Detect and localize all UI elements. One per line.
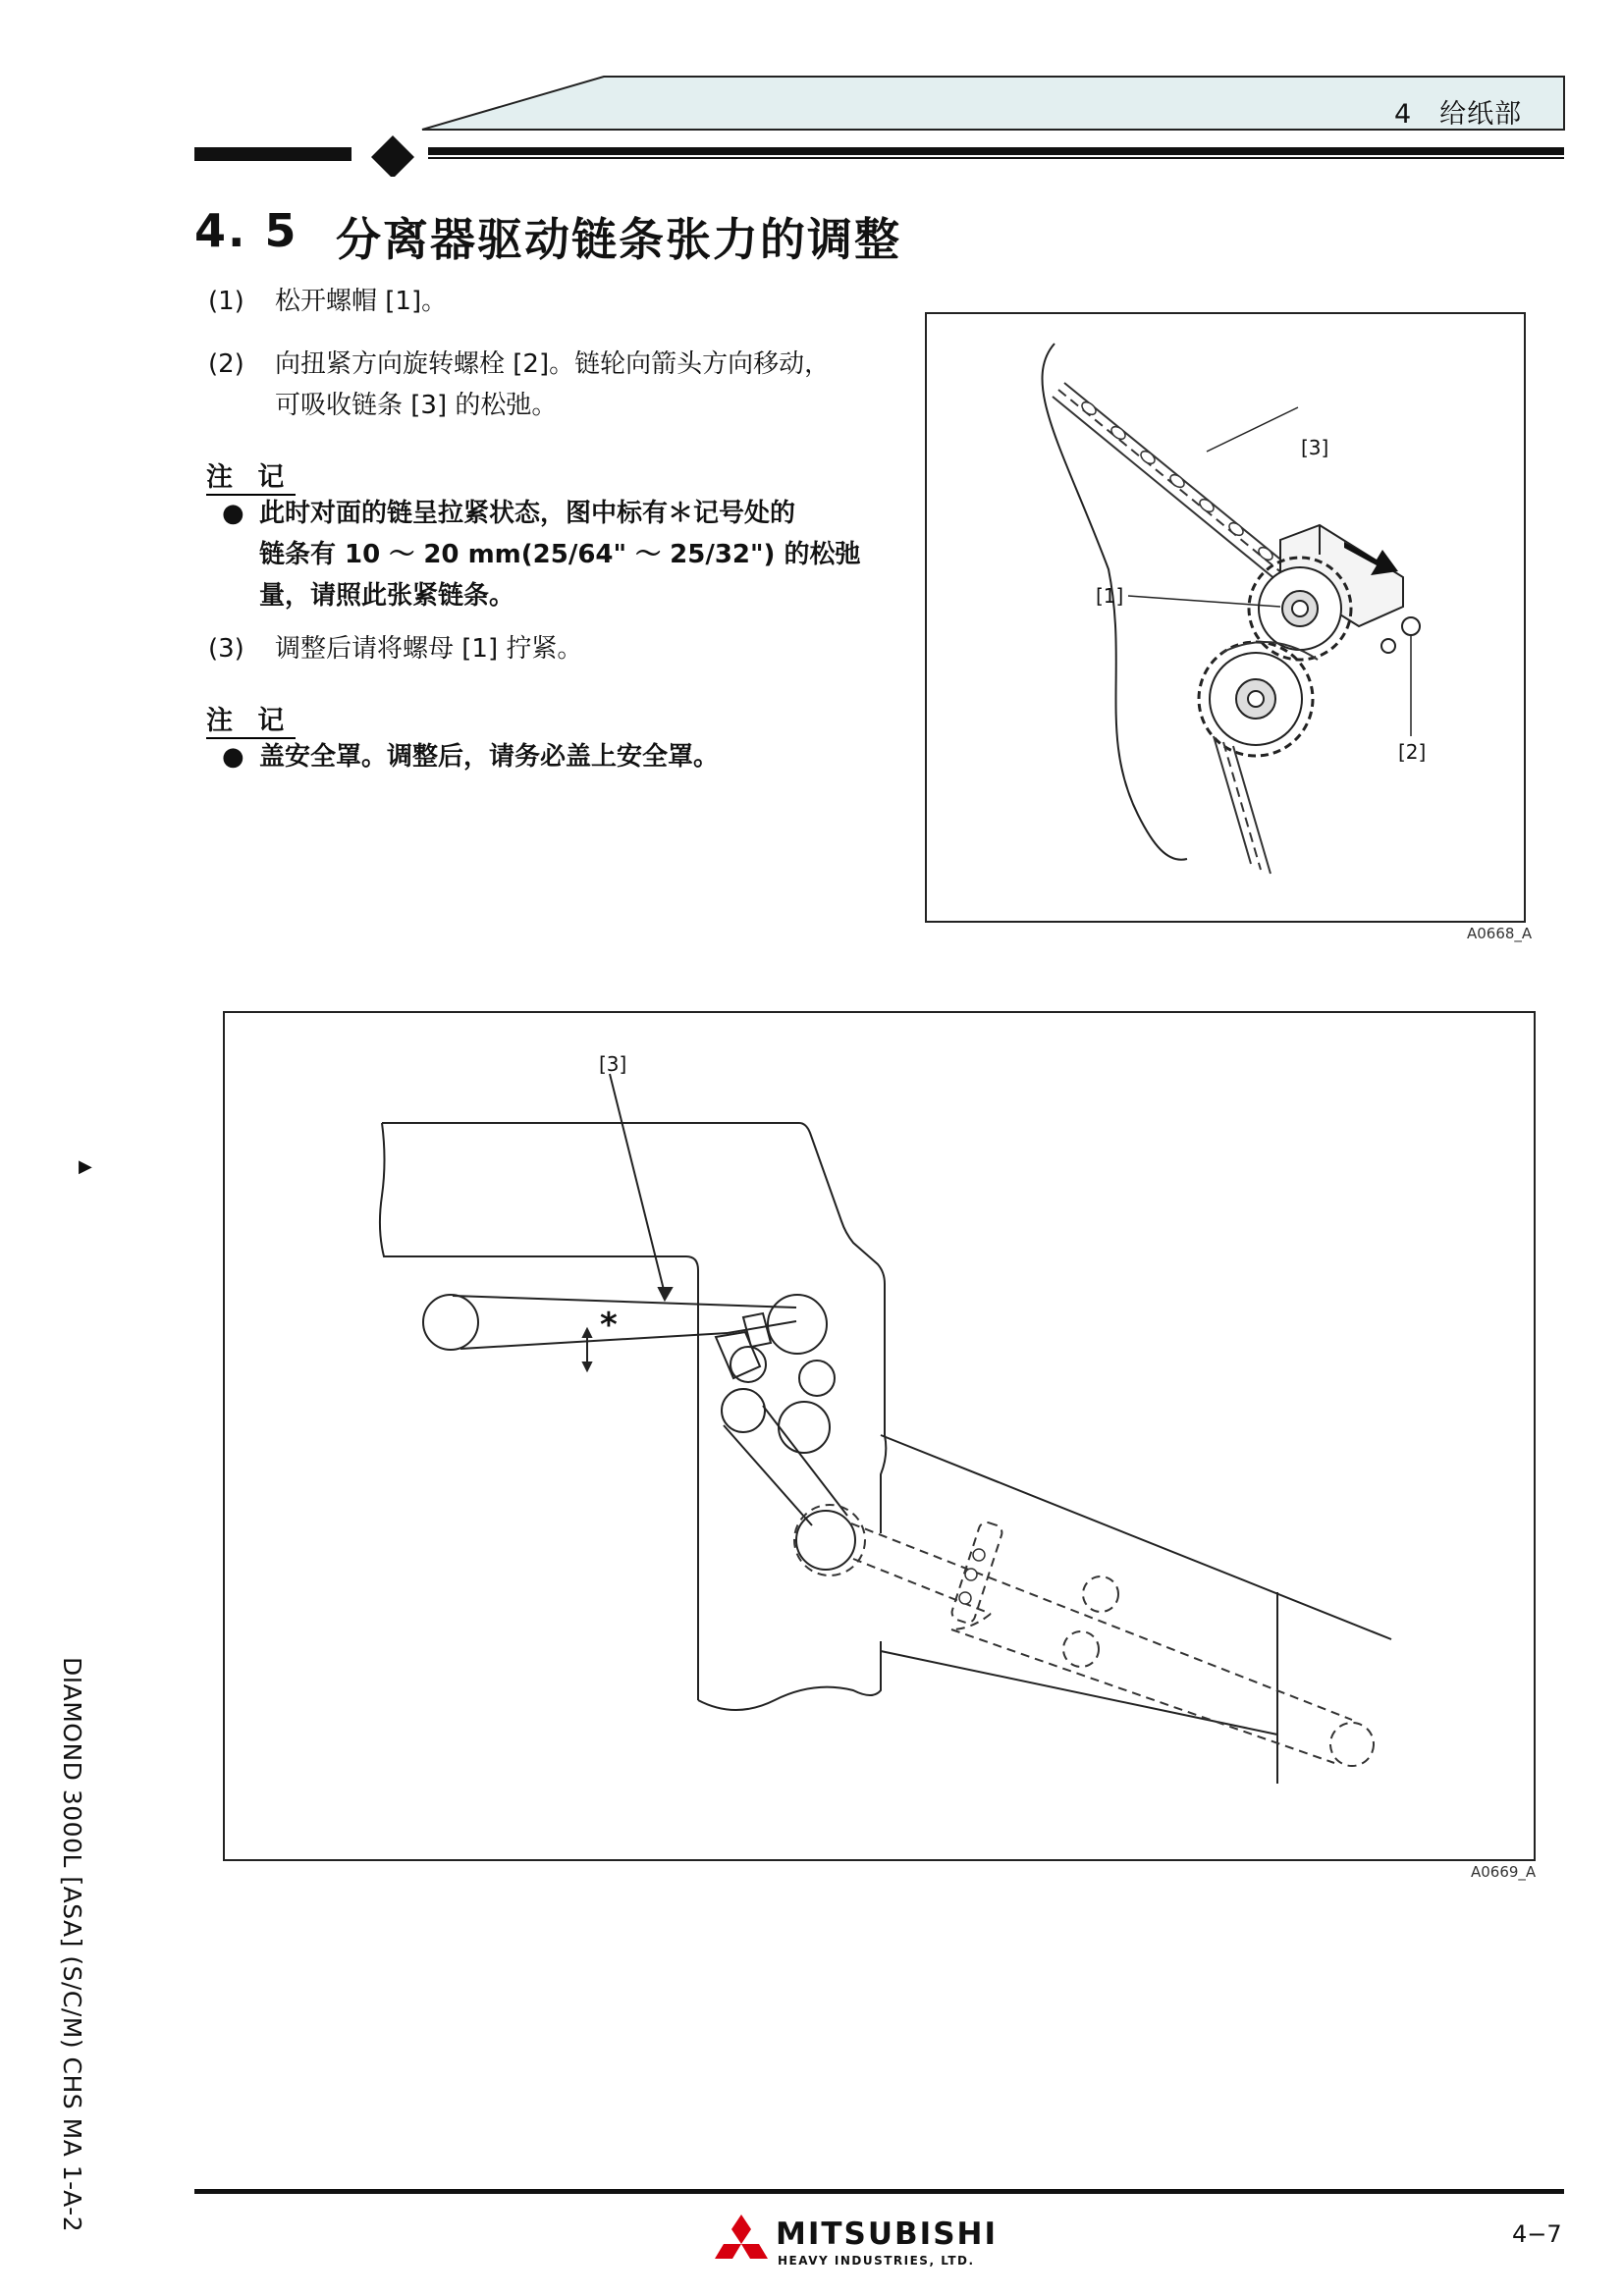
chain-bottom-run [460, 1333, 728, 1349]
section-number: 4. 5 [194, 204, 298, 257]
callout-2: [2] [1398, 740, 1427, 764]
header-rule-thin [428, 157, 1564, 159]
adjusting-bolt [1402, 617, 1420, 635]
hidden-sprocket-marks [959, 1549, 985, 1604]
page-number: 4−7 [1512, 2220, 1562, 2248]
chain-top-run [453, 1296, 796, 1308]
figure-2-callout-3: [3] [599, 1052, 627, 1076]
step-number: (1) [208, 287, 244, 316]
chain-links [1080, 400, 1275, 562]
figure-1-frame [925, 312, 1526, 923]
note-line: 此时对面的链呈拉紧状态，图中标有＊记号处的 [259, 499, 796, 528]
header-graphic [0, 0, 1623, 177]
figure-1-code: A0668_A [1467, 925, 1533, 942]
step-3 [208, 628, 582, 669]
document-id: DIAMOND 3000L [ASA] (S/C/M) CHS MA 1-A-2 [58, 1657, 86, 2233]
figure-2-frame [223, 1011, 1536, 1861]
conveyor-top [881, 1435, 1391, 1639]
note-bullet: ● [222, 742, 244, 772]
lower-drive-sprocket [796, 1511, 855, 1570]
header-tab [422, 77, 1564, 130]
note-label: 注 记 [206, 455, 296, 496]
step-text: 松开螺帽 [1]。 [275, 287, 448, 316]
step-number: (2) [208, 349, 244, 379]
frame-outline-bottom [698, 1641, 881, 1710]
margin-marker: ▶ [79, 1156, 92, 1177]
figure-2-code: A0669_A [1471, 1863, 1537, 1881]
brand-subtitle: HEAVY INDUSTRIES, LTD. [778, 2254, 975, 2268]
step-2 [208, 344, 830, 385]
step-text: 向扭紧方向旋转螺栓 [2]。链轮向箭头方向移动， [275, 349, 831, 379]
asterisk-mark: * [600, 1306, 618, 1345]
brand-name: MITSUBISHI [776, 2216, 998, 2252]
callout-1: [1] [1096, 584, 1124, 608]
chapter-label: 4 给纸部 [1394, 99, 1523, 130]
step-number: (3) [208, 634, 244, 664]
chain-down-run [724, 1425, 812, 1525]
header-rule-right [428, 147, 1564, 155]
section-title: 分离器驱动链条张力的调整 [336, 213, 901, 266]
note-line: 量，请照此张紧链条。 [259, 581, 515, 611]
note-line: 链条有 10 ～ 20 mm(25/64" ～ 25/32") 的松弛 [259, 540, 861, 569]
chain-path-diagram [225, 1013, 1534, 1859]
footer-rule [194, 2189, 1564, 2194]
frame-outline-left [380, 1123, 698, 1700]
hidden-chain-path [794, 1505, 1374, 1766]
callout-3: [3] [1301, 436, 1329, 459]
note-bullet: ● [222, 499, 244, 528]
step-text: 调整后请将螺母 [1] 拧紧。 [275, 634, 583, 664]
note-label: 注 记 [206, 699, 296, 739]
frame-outline-upper [382, 1123, 886, 1533]
note-line: 盖安全罩。调整后，请务必盖上安全罩。 [259, 742, 720, 772]
header-rule-left [194, 147, 352, 161]
step-text: 可吸收链条 [3] 的松弛。 [275, 391, 558, 420]
header-diamond [371, 135, 414, 177]
three-diamonds-logo-icon [709, 2213, 774, 2269]
step-1 [208, 281, 447, 322]
sprocket-illustration [927, 314, 1524, 921]
step-2-continued [208, 385, 557, 426]
left-roller [423, 1295, 478, 1350]
